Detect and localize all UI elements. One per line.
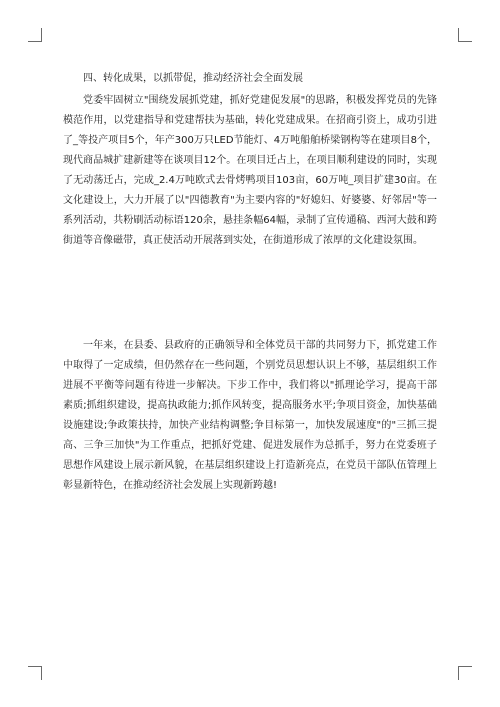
- crop-mark-top-right: [458, 28, 472, 42]
- crop-mark-top-left: [28, 28, 42, 42]
- crop-mark-bottom-right: [458, 666, 472, 680]
- paragraph-achievements: 党委牢固树立"围绕发展抓党建，抓好党建促发展"的思路，积极发挥党员的先锋模范作用，以党建指导和党建帮扶为基础，转化党建成果。在招商引资上，成功引进了_等投产项目5个，年产300万只LED节能灯、4万吨船舶桥梁钢构等在建项目8个，现代商品城扩建新建等在谈项目12个。在项目迁占上，在项目顺利建设的同时，实现了无动荡迁占，完成_2.4万吨欧式去骨烤鸭项目103亩，60万吨_项目扩建30亩。在文化建设上，大力开展了以"四德教育"为主要内容的"好媳妇、好婆婆、好邻居"等一系列活动，共粉刷活动标语120余，悬挂条幅64幅，录制了宣传通稿、西河大鼓和跨街道等音像磁带，真正使活动开展落到实处，在街道形成了浓厚的文化建设氛围。: [63, 95, 437, 246]
- document-body: [63, 66, 437, 496]
- paragraph-summary: 一年来，在县委、县政府的正确领导和全体党员干部的共同努力下，抓党建工作中取得了一定成绩，但仍然存在一些问题，个别党员思想认识上不够，基层组织工作进展不平衡等问题有待进一步解决。下步工作中，我们将以"抓理论学习，提高干部素质;抓组织建设，提高执政能力;抓作风转变，提高服务水平;争项目资金，加快基础设施建设;争政策扶持，加快产业结构调整;争目标第一，加快发展速度"的"三抓三提高、三争三加快"为工作重点，把抓好党建、促进发展作为总抓手，努力在党委班子思想作风建设上展示新风貌，在基层组织建设上打造新亮点，在党员干部队伍管理上彰显新特色，在推动经济社会发展上实现新跨越!: [63, 340, 437, 491]
- crop-mark-bottom-left: [28, 666, 42, 680]
- section-heading: 四、转化成果，以抓带促，推动经济社会全面发展: [83, 73, 303, 84]
